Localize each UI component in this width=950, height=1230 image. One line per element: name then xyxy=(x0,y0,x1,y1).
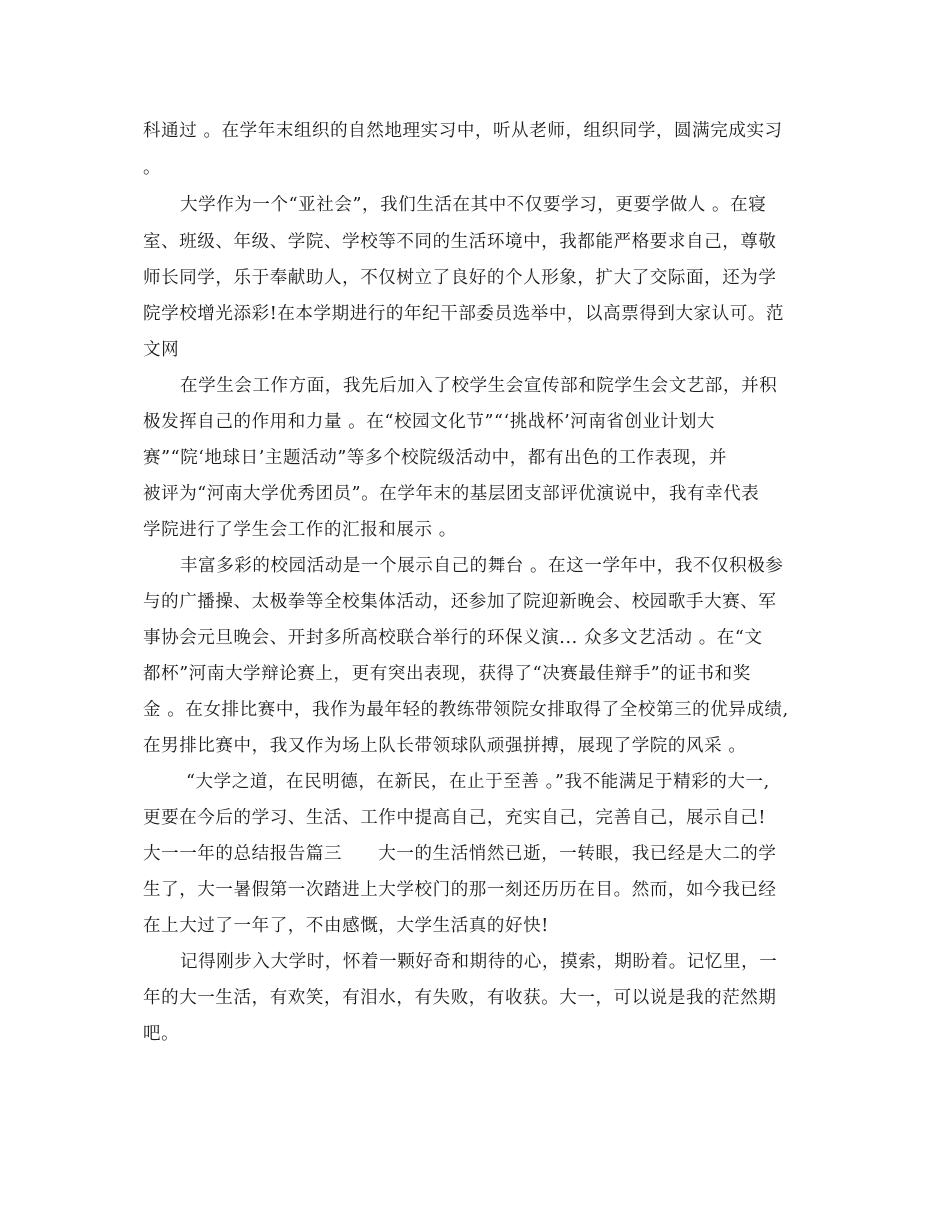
text-line-12: 学院进行了学生会工作的汇报和展示 。 xyxy=(143,520,457,540)
text-line-17: 金 。在女排比赛中，我作为最年轻的教练带领院女排取得了全校第三的优异成绩, xyxy=(143,700,789,720)
text-line-13: 丰富多彩的校园活动是一个展示自己的舞台 。在这一学年中，我不仅积极参 xyxy=(180,556,784,576)
text-line-8: 在学生会工作方面，我先后加入了校学生会宣传部和院学生会文艺部，并积 xyxy=(180,376,778,396)
text-line-20: 更要在今后的学习、生活、工作中提高自己，充实自己，完善自己，展示自己! xyxy=(143,808,767,828)
text-line-19: “大学之道，在民明德，在新民，在止于至善 。”我不能满足于精彩的大一, xyxy=(186,772,770,792)
text-line-3: 大学作为一个“亚社会”，我们生活在其中不仅要学习，更要学做人 。在寝 xyxy=(180,195,767,215)
text-line-25: 年的大一生活，有欢笑，有泪水，有失败，有收获。大一，可以说是我的茫然期 xyxy=(143,988,777,1008)
text-line-5: 师长同学，乐于奉献助人，不仅树立了良好的个人形象，扩大了交际面，还为学 xyxy=(143,268,777,288)
text-line-9: 极发挥自己的作用和力量 。在“校园文化节”“‘挑战杯’河南省创业计划大 xyxy=(143,412,716,432)
text-line-26: 吧。 xyxy=(143,1024,180,1044)
text-line-10: 赛”“院‘地球日’主题活动”等多个校院级活动中，都有出色的工作表现，并 xyxy=(143,448,727,468)
text-line-7: 文网 xyxy=(143,340,180,360)
text-line-11: 被评为“河南大学优秀团员”。在学年末的基层团支部评优演说中，我有幸代表 xyxy=(143,484,760,504)
text-line-21: 大一一年的总结报告篇三 大一的生活悄然已逝，一转眼，我已经是大二的学 xyxy=(143,844,777,864)
text-line-15: 事协会元旦晚会、开封多所高校联合举行的环保义演... 众多文艺活动 。在“文 xyxy=(143,628,763,648)
text-line-22: 生了，大一暑假第一次踏进上大学校门的那一刻还历历在目。然而，如今我已经 xyxy=(143,880,777,900)
text-line-6: 院学校增光添彩!在本学期进行的年纪干部委员选举中，以高票得到大家认可。范 xyxy=(143,304,785,324)
text-line-14: 与的广播操、太极拳等全校集体活动，还参加了院迎新晚会、校园歌手大赛、军 xyxy=(143,592,777,612)
text-line-24: 记得刚步入大学时，怀着一颗好奇和期待的心，摸索，期盼着。记忆里，一 xyxy=(180,952,778,972)
text-line-23: 在上大过了一年了，不由感慨，大学生活真的好快! xyxy=(143,916,549,936)
text-line-1: 科通过 。在学年末组织的自然地理实习中，听从老师，组织同学，圆满完成实习 xyxy=(143,121,783,141)
text-line-16: 都杯”河南大学辩论赛上，更有突出表现，获得了“决赛最佳辩手”的证书和奖 xyxy=(143,664,751,684)
text-line-4: 室、班级、年级、学院、学校等不同的生活环境中，我都能严格要求自己，尊敬 xyxy=(143,232,777,252)
text-line-2: 。 xyxy=(143,158,162,178)
text-line-18: 在男排比赛中，我又作为场上队长带领球队顽强拼搏，展现了学院的风采 。 xyxy=(143,736,747,756)
